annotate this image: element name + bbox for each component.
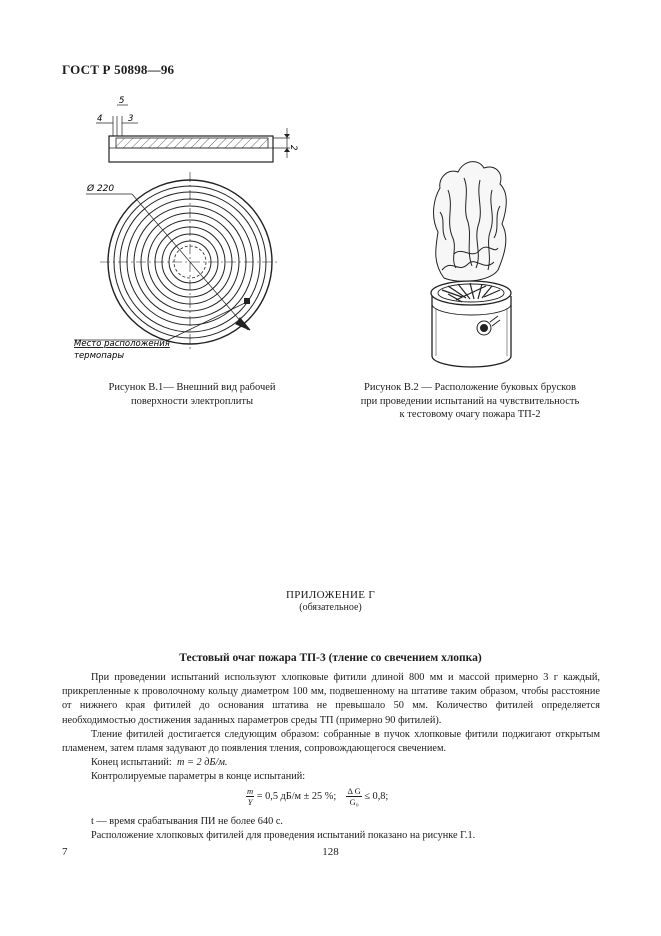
thermocouple-callout-line2: термопары [74, 351, 125, 361]
dim-label-3: 3 [128, 114, 134, 124]
figure-reference-line: Расположение хлопковых фитилей для проведения испытаний показано на рисунке Г.1. [91, 830, 476, 841]
burner-knob [477, 316, 500, 335]
formula-part-1: = 0,5 дБ/м ± 25 %; [256, 790, 337, 802]
figure-b1-drawing [60, 92, 310, 367]
formula-part-2: ≤ 0,8; [364, 790, 389, 802]
plate-section-view [96, 105, 290, 162]
appendix-subtitle: (обязательное) [299, 602, 362, 613]
fraction-m-over-y: $\frac{m}{Y}$ [247, 786, 254, 807]
end-of-test-line [91, 756, 227, 770]
flame-shape [434, 162, 507, 282]
standard-header: ГОСТ Р 50898—96 [62, 62, 175, 77]
response-time-line: t — время срабатывания ПИ не более 640 с. [91, 816, 283, 827]
dim-label-4: 4 [97, 114, 103, 124]
appendix-title: ПРИЛОЖЕНИЕ Г [285, 589, 376, 601]
diameter-label: Ø 220 [87, 184, 115, 194]
dim-label-5: 5 [119, 96, 125, 106]
burner-top [431, 281, 511, 305]
page-number-left: 7 [62, 846, 68, 858]
figure-b2-caption: Рисунок В.2 — Расположение буковых брусков при проведении испытаний на чувствительность к тестовому очагу пожара ТП-2 [360, 382, 580, 420]
controlled-params-line: Контролируемые параметры в конце испытаний: [91, 771, 306, 782]
plate-plan-view [74, 172, 280, 352]
end-of-test-value: m = 2 дБ/м. [176, 757, 228, 768]
figure-b1-caption: Рисунок В.1— Внешний вид рабочей поверхности электроплиты [108, 382, 276, 407]
section-title: Тестовый очаг пожара ТП-3 (тление со свечением хлопка) [179, 652, 482, 664]
body-paragraph-2: Тление фитилей достигается следующим образом: собранные в пучок хлопковые фитили поджигают открытым пламенем, затем пламя задувают до появления тления, сопровождающегося свечением. [62, 729, 600, 755]
burner-cylinder [432, 296, 511, 367]
fraction-delta-g: $\frac{\text{Δ G}}{\text{G₀}}$ [347, 786, 361, 807]
page-number-center: 128 [322, 846, 339, 858]
end-of-test-label: Конец испытаний: [91, 757, 172, 768]
body-paragraph-1: При проведении испытаний используют хлопковые фитили длиной 800 мм и массой примерно 3 г каждый, прикрепленные к проволочному кольцу диаметром 100 мм, подвешенному на штативе таким образом, чтобы расстояние от нижнего края фитилей до основания штатива не превышало 50 мм. Количество фитилей определяется необходимостью достижения заданных параметров среды ТП (примерно 90 фитилей). [62, 672, 600, 726]
thermocouple-callout-line1: Место расположения [74, 339, 170, 349]
figure-b2-drawing [418, 150, 528, 375]
criteria-formula [246, 786, 388, 807]
dim-label-2: 2 [288, 145, 298, 151]
